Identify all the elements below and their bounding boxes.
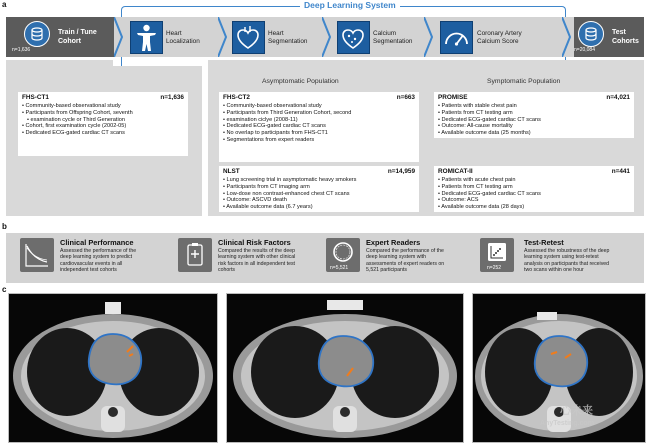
list-item: • examination ciclye (2008-11) (223, 117, 351, 124)
ct-scan-image-1 (8, 293, 218, 443)
chevron-right-icon (322, 17, 332, 57)
cohort-title: PROMISE (438, 94, 468, 101)
list-item: • Patients with acute chest pain (438, 177, 541, 184)
step-calcium-score-label: Coronary Artery Calcium Score (477, 30, 522, 45)
list-item: • Dedicated ECG-gated cardiac CT scans (22, 130, 133, 137)
cohort-fhs-ct2 (219, 92, 419, 162)
step-heart-segmentation-label: Heart Segmentation (268, 30, 308, 45)
watermark-text: 心未来 (560, 405, 593, 417)
watermark-sub: AnyTesting.com (540, 420, 594, 427)
list-item: • Cohort, first examination cycle (2002-05) (22, 123, 133, 130)
cohort-n: n=441 (611, 168, 630, 175)
list-item: • examination cycle or Third Generation (22, 117, 133, 124)
chevron-right-icon (218, 17, 228, 57)
cohort-nlst (219, 166, 419, 212)
list-item: • Segmentations from expert readers (223, 137, 351, 144)
list-item: • Patients from CT testing arm (438, 110, 541, 117)
list-item: • Low-dose non contrast-enhanced chest CT scans (223, 191, 356, 198)
validation-title: Clinical Risk Factors (218, 238, 291, 247)
chevron-right-icon (562, 17, 572, 57)
list-item: • Outcome: ACS (438, 197, 541, 204)
train-n-badge: n=1,636 (12, 47, 31, 53)
heart-icon (232, 21, 265, 54)
ct-scan-image-2 (226, 293, 464, 443)
cohort-title: ROMICAT-II (438, 168, 473, 175)
list-item: • Dedicated ECG-gated cardiac CT scans (438, 191, 541, 198)
train-cohort-stage (6, 17, 114, 57)
train-label-line2: Cohort (58, 38, 81, 45)
deep-learning-title: Deep Learning System (300, 0, 400, 10)
validation-title: Expert Readers (366, 238, 421, 247)
cohort-n: n=1,636 (160, 94, 184, 101)
panel-label-c: c (2, 285, 7, 294)
test-n-badge: n=20,084 (574, 47, 595, 53)
list-item: • Participants from Offspring Cohort, seventh (22, 110, 133, 117)
list-item: • Available outcome data (6.7 years) (223, 204, 356, 211)
chevron-right-icon (114, 17, 124, 57)
test-label-line2: Cohorts (612, 38, 639, 45)
train-label-line1: Train / Tune (58, 29, 97, 36)
database-icon (24, 21, 50, 47)
cohort-promise (434, 92, 634, 138)
list-item: • Outcome: All-cause mortality (438, 123, 541, 130)
list-item: • Available outcome data (25 months) (438, 130, 541, 137)
validation-title: Test-Retest (524, 238, 564, 247)
database-icon (578, 21, 604, 47)
list-item: • No overlap to participants from FHS-CT1 (223, 130, 351, 137)
curve-chart-icon (20, 238, 54, 272)
expert-readers-n: n=5,521 (330, 265, 349, 271)
validation-description: Assessed the performance of the deep learning system to predict cardiovascular events in all independent test cohorts (60, 248, 137, 273)
cohort-fhs-ct1 (18, 92, 188, 156)
list-item: • Patients with stable chest pain (438, 103, 541, 110)
calcium-heart-icon (337, 21, 370, 54)
symptomatic-heading: Symptomatic Population (487, 78, 561, 85)
test-label-line1: Test (612, 29, 626, 36)
asymptomatic-heading: Asymptomatic Population (262, 78, 339, 85)
cohort-n: n=4,021 (606, 94, 630, 101)
ring-icon (326, 238, 360, 272)
clipboard-icon (178, 238, 212, 272)
panel-label-b: b (2, 222, 7, 231)
cohort-n: n=14,959 (387, 168, 415, 175)
cohort-romicat-ii (434, 166, 634, 212)
validation-description: Compared the performance of the deep learning system with assessments of expert readers on 5,521 participants (366, 248, 445, 273)
list-item: • Participants from CT imaging arm (223, 184, 356, 191)
list-item: • Patients from CT testing arm (438, 184, 541, 191)
list-item: • Lung screening trial in asymptomatic heavy smokers (223, 177, 356, 184)
test-retest-n: n=252 (487, 265, 502, 271)
panel-label-a: a (2, 0, 7, 9)
list-item: • Available outcome data (28 days) (438, 204, 541, 211)
step-calcium-segmentation-label: Calcium Segmentation (373, 30, 413, 45)
list-item: • Dedicated ECG-gated cardiac CT scans (223, 123, 351, 130)
cohort-title: FHS-CT2 (223, 94, 250, 101)
cohort-n: n=663 (396, 94, 415, 101)
test-cohorts-stage (574, 17, 644, 57)
person-icon (130, 21, 163, 54)
list-item: • Community-based observational study (22, 103, 133, 110)
cohort-title: FHS-CT1 (22, 94, 49, 101)
list-item: • Outcome: ASCVD death (223, 197, 356, 204)
chevron-right-icon (424, 17, 434, 57)
validation-description: Compared the results of the deep learning system with other clinical risk factors in all independent test cohorts (218, 248, 296, 273)
step-heart-localization-label: Heart Localization (166, 30, 200, 45)
validation-description: Assessed the robustness of the deep learning system using test-retest analysis on participants that received two scans within one hour (524, 248, 610, 273)
list-item: • Community-based observational study (223, 103, 351, 110)
list-item: • Participants from Third Generation Cohort, second (223, 110, 351, 117)
validation-title: Clinical Performance (60, 238, 134, 247)
gauge-icon (440, 21, 473, 54)
scatter-icon (480, 238, 514, 272)
list-item: • Dedicated ECG-gated cardiac CT scans (438, 117, 541, 124)
cohort-title: NLST (223, 168, 240, 175)
